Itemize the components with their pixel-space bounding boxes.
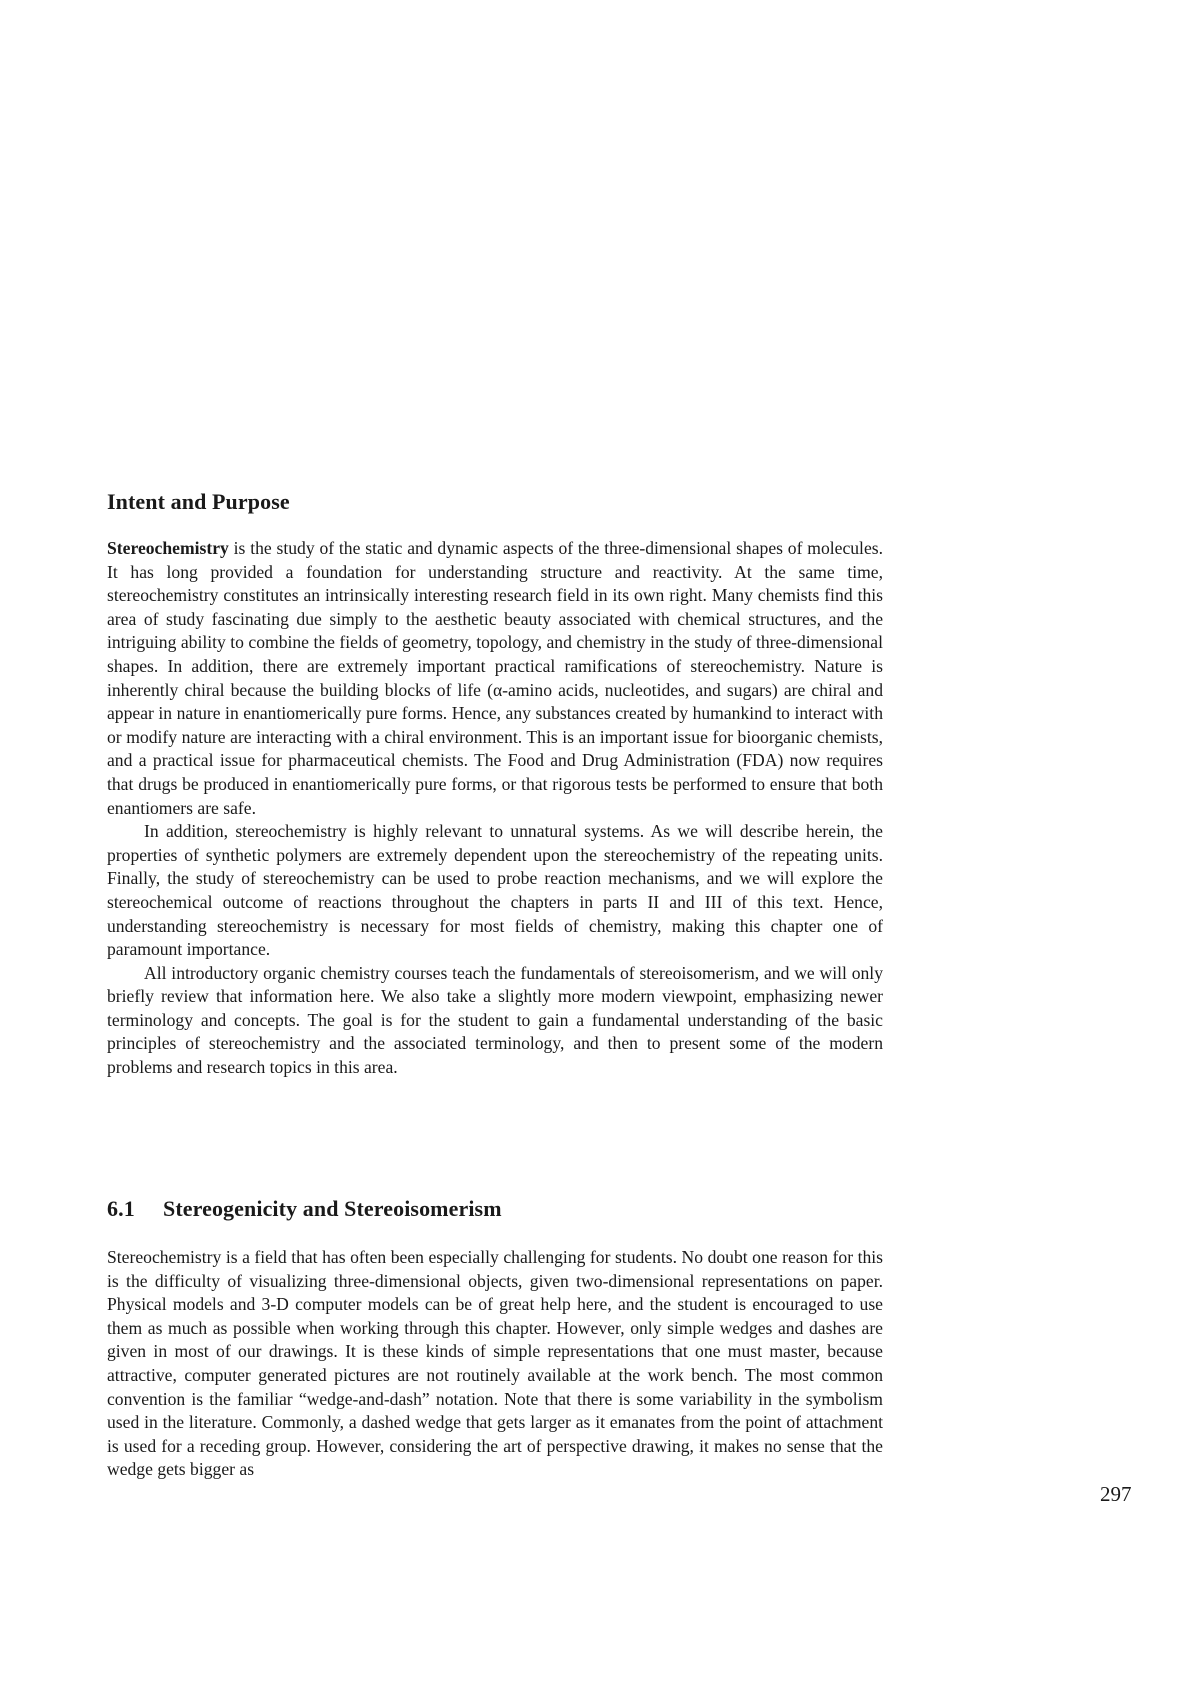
intro-paragraph-3: All introductory organic chemistry courses teach the fundamentals of stereoisomerism, and we will only briefly review that information here. We also take a slightly more modern viewpoint, emphasizing newer terminology and concepts. The goal is for the student to gain a fundamental understanding of the basic principles of stereochemistry and the associated terminology, and then to present some of the modern problems and research topics in this area. <box>107 962 883 1078</box>
page-number: 297 <box>1100 1482 1132 1506</box>
section-number: 6.1 <box>107 1196 135 1221</box>
intro-paragraph-1-text: is the study of the static and dynamic aspects of the three-dimensional shapes of molecules. It has long provided a foundation for understanding structure and reactivity. At the same time, stereochemistry constitutes an intrinsically interesting research field in its own right. Many chemists find this area of study fascinating due simply to the aesthetic beauty associated with chemical structures, and the intriguing ability to combine the fields of geometry, topology, and chemistry in the study of three-dimensional shapes. In addition, there are extremely important practical ramifications of stereochemistry. Nature is inherently chiral because the building blocks of life (α-amino acids, nucleotides, and sugars) are chiral and appear in nature in enantiomerically pure forms. Hence, any substances created by humankind to interact with or modify nature are interacting with a chiral environment. This is an important issue for bioorganic chemists, and a practical issue for pharmaceutical chemists. The Food and Drug Administration (FDA) now requires that drugs be produced in enantiomerically pure forms, or that rigorous tests be performed to ensure that both enantiomers are safe. <box>107 538 883 818</box>
intro-paragraph-1 <box>107 537 883 820</box>
intro-paragraph-2: In addition, stereochemistry is highly relevant to unnatural systems. As we will describe herein, the properties of synthetic polymers are extremely dependent upon the stereochemistry of the repeating units. Finally, the study of stereochemistry can be used to probe reaction mechanisms, and we will explore the stereochemical outcome of reactions throughout the chapters in parts II and III of this text. Hence, understanding stereochemistry is necessary for most fields of chemistry, making this chapter one of paramount importance. <box>107 821 883 960</box>
stereochemistry-term: Stereochemistry <box>107 538 229 558</box>
section-heading <box>107 1196 883 1222</box>
section-paragraph-1: Stereochemistry is a field that has often been especially challenging for students. No doubt one reason for this is the difficulty of visualizing three-dimensional objects, given two-dimensional representations on paper. Physical models and 3-D computer models can be of great help here, and the student is encouraged to use them as much as possible when working through this chapter. However, only simple wedges and dashes are given in most of our drawings. It is these kinds of simple representations that one must master, because attractive, computer generated pictures are not routinely available at the work bench. The most common convention is the familiar “wedge-and-dash” notation. Note that there is some variability in the symbolism used in the literature. Commonly, a dashed wedge that gets larger as it emanates from the point of attachment is used for a receding group. However, considering the art of perspective drawing, it makes no sense that the wedge gets bigger as <box>107 1247 883 1480</box>
section-title: Stereogenicity and Stereoisomerism <box>163 1196 502 1221</box>
intro-section <box>107 537 883 1080</box>
intent-heading: Intent and Purpose <box>107 489 290 514</box>
section-body <box>107 1246 883 1482</box>
